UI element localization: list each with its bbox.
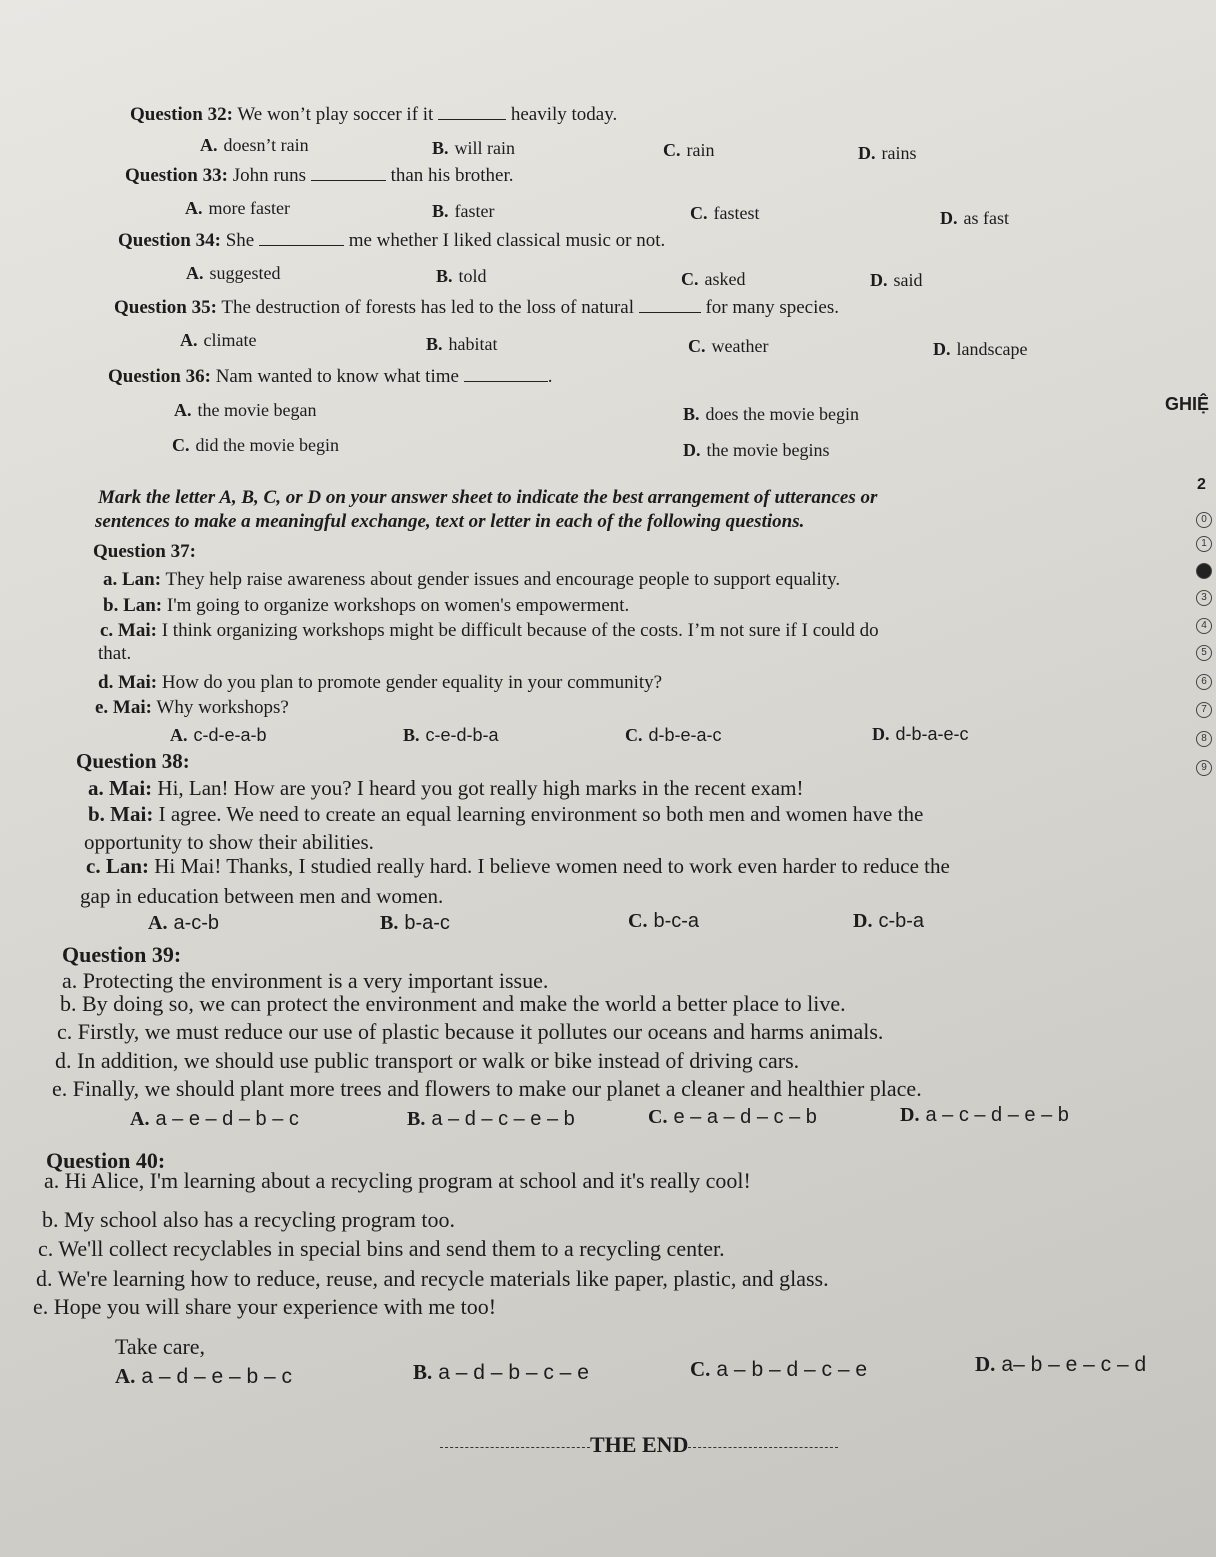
- margin-bubble: 5: [1196, 645, 1212, 661]
- option-b[interactable]: B. faster: [432, 201, 495, 221]
- letter-line-e: e. Hope you will share your experience with me too!: [33, 1294, 497, 1319]
- utterance-b: b. Lan: I'm going to organize workshops on women's empowerment.: [103, 595, 630, 616]
- option-b[interactable]: B. will rain: [432, 138, 516, 158]
- margin-bubble-filled: [1196, 563, 1212, 579]
- margin-bubble: 1: [1196, 536, 1212, 552]
- margin-bubble: 9: [1196, 760, 1212, 776]
- answer-blank: [639, 312, 701, 313]
- question-label: Question 32:: [130, 104, 233, 125]
- statement-c: c. Firstly, we must reduce our use of plastic because it pollutes our oceans and harms animals.: [57, 1019, 884, 1044]
- question-text: Nam wanted to know what time: [215, 366, 459, 387]
- option-c[interactable]: C. weather: [688, 336, 769, 356]
- answer-blank: [259, 245, 344, 246]
- option-d[interactable]: D. the movie begins: [683, 440, 830, 460]
- question-label: Question 38:: [76, 749, 190, 773]
- question-33: [125, 165, 514, 187]
- option-c[interactable]: C. rain: [663, 140, 715, 160]
- question-text: John runs: [232, 165, 307, 186]
- option-a[interactable]: A. doesn’t rain: [200, 135, 309, 155]
- option-c[interactable]: C. did the movie begin: [172, 435, 339, 455]
- option-d[interactable]: D. rains: [858, 143, 917, 163]
- end-marker: [440, 1432, 838, 1458]
- utterance-c: c. Lan: Hi Mai! Thanks, I studied really hard. I believe women need to work even harder to reduce the: [86, 854, 950, 878]
- utterance-b: b. Mai: I agree. We need to create an equal learning environment so both men and women have the: [88, 802, 924, 826]
- question-38: [76, 749, 190, 774]
- option-d[interactable]: D. d-b-a-e-c: [872, 724, 969, 744]
- letter-line-c: c. We'll collect recyclables in special bins and send them to a recycling center.: [38, 1236, 725, 1261]
- option-b[interactable]: B. a – d – b – c – e: [413, 1360, 589, 1384]
- option-a[interactable]: A. suggested: [186, 263, 281, 283]
- letter-line-a: a. Hi Alice, I'm learning about a recycling program at school and it's really cool!: [44, 1168, 751, 1193]
- option-d[interactable]: D. a – c – d – e – b: [900, 1104, 1069, 1126]
- dash-line-left: [440, 1446, 590, 1448]
- margin-bubble: 4: [1196, 618, 1212, 634]
- statement-e: e. Finally, we should plant more trees and flowers to make our planet a cleaner and healthier place.: [52, 1076, 922, 1101]
- question-text: for many species.: [705, 297, 839, 318]
- question-36: [108, 366, 552, 388]
- option-a[interactable]: A. c-d-e-a-b: [170, 725, 267, 745]
- margin-bubble: 8: [1196, 731, 1212, 747]
- margin-text: GHIỆ: [1165, 394, 1210, 414]
- letter-line-d: d. We're learning how to reduce, reuse, and recycle materials like paper, plastic, and glass.: [36, 1266, 829, 1291]
- question-label: Question 34:: [118, 230, 221, 251]
- utterance-c-cont: that.: [98, 643, 132, 664]
- statement-d: d. In addition, we should use public transport or walk or bike instead of driving cars.: [55, 1048, 800, 1073]
- option-c[interactable]: C. d-b-e-a-c: [625, 725, 722, 745]
- utterance-d: d. Mai: How do you plan to promote gender equality in your community?: [98, 672, 663, 693]
- question-39: [62, 942, 181, 968]
- option-d[interactable]: D. landscape: [933, 339, 1028, 359]
- option-d[interactable]: D. c-b-a: [853, 910, 925, 932]
- option-d[interactable]: D. a– b – e – c – d: [975, 1352, 1147, 1376]
- question-text: heavily today.: [510, 104, 618, 125]
- letter-line-b: b. My school also has a recycling program too.: [42, 1207, 456, 1232]
- option-a[interactable]: A. more faster: [185, 198, 290, 218]
- option-b[interactable]: B. a – d – c – e – b: [407, 1108, 575, 1130]
- answer-blank: [311, 180, 386, 181]
- option-a[interactable]: A. a-c-b: [148, 912, 220, 934]
- option-a[interactable]: A. a – e – d – b – c: [130, 1108, 299, 1130]
- question-34: [118, 230, 665, 252]
- option-a[interactable]: A. the movie began: [174, 400, 317, 420]
- question-label: Question 35:: [114, 297, 217, 318]
- option-d[interactable]: D. said: [870, 270, 923, 290]
- option-d[interactable]: D. as fast: [940, 208, 1009, 228]
- question-label: Question 40:: [46, 1148, 166, 1173]
- utterance-a: a. Lan: They help raise awareness about gender issues and encourage people to support equality.: [103, 569, 841, 590]
- utterance-a: a. Mai: Hi, Lan! How are you? I heard you got really high marks in the recent exam!: [88, 776, 804, 800]
- question-text: She: [225, 230, 255, 251]
- option-b[interactable]: B. b-a-c: [380, 912, 450, 934]
- letter-closing: Take care,: [115, 1334, 206, 1359]
- margin-bubble: 3: [1196, 590, 1212, 606]
- option-c[interactable]: C. asked: [681, 269, 746, 289]
- end-text: THE END: [590, 1432, 689, 1457]
- question-text: than his brother.: [390, 165, 514, 186]
- option-c[interactable]: C. fastest: [690, 203, 760, 223]
- question-32: [130, 104, 617, 126]
- option-a[interactable]: A. a – d – e – b – c: [115, 1364, 293, 1388]
- margin-bubble: 7: [1196, 702, 1212, 718]
- utterance-c-cont: gap in education between men and women.: [80, 884, 444, 908]
- utterance-b-cont: opportunity to show their abilities.: [84, 830, 374, 854]
- question-label: Question 39:: [62, 942, 182, 967]
- question-37: [93, 541, 196, 563]
- answer-blank: [438, 119, 506, 120]
- margin-bubble: 0: [1196, 512, 1212, 528]
- margin-number: 2: [1197, 476, 1206, 493]
- option-b[interactable]: B. does the movie begin: [683, 404, 859, 424]
- answer-blank: [464, 381, 548, 382]
- option-b[interactable]: B. c-e-d-b-a: [403, 725, 499, 745]
- dash-line-right: [688, 1446, 838, 1448]
- option-a[interactable]: A. climate: [180, 330, 257, 350]
- option-b[interactable]: B. told: [436, 266, 487, 286]
- option-c[interactable]: C. a – b – d – c – e: [690, 1357, 868, 1381]
- section-instruction-line-1: Mark the letter A, B, C, or D on your answer sheet to indicate the best arrangement of utterances or: [98, 487, 878, 508]
- utterance-e: e. Mai: Why workshops?: [95, 697, 289, 718]
- question-label: Question 36:: [108, 366, 211, 387]
- question-label: Question 33:: [125, 165, 228, 186]
- question-text: .: [547, 366, 553, 387]
- option-c[interactable]: C. b-c-a: [628, 910, 700, 932]
- option-b[interactable]: B. habitat: [426, 334, 498, 354]
- statement-a: a. Protecting the environment is a very important issue.: [62, 968, 549, 993]
- margin-bubble: 6: [1196, 674, 1212, 690]
- statement-b: b. By doing so, we can protect the environment and make the world a better place to live.: [60, 991, 846, 1016]
- section-instruction-line-2: sentences to make a meaningful exchange, text or letter in each of the following questions.: [95, 511, 805, 532]
- question-label: Question 37:: [93, 541, 196, 562]
- question-text: me whether I liked classical music or not.: [348, 230, 666, 251]
- option-c[interactable]: C. e – a – d – c – b: [648, 1106, 817, 1128]
- question-text: We won’t play soccer if it: [237, 104, 434, 125]
- utterance-c: c. Mai: I think organizing workshops might be difficult because of the costs. I’m not sure if I could do: [100, 620, 879, 641]
- question-text: The destruction of forests has led to the loss of natural: [221, 297, 634, 318]
- question-35: [114, 297, 839, 319]
